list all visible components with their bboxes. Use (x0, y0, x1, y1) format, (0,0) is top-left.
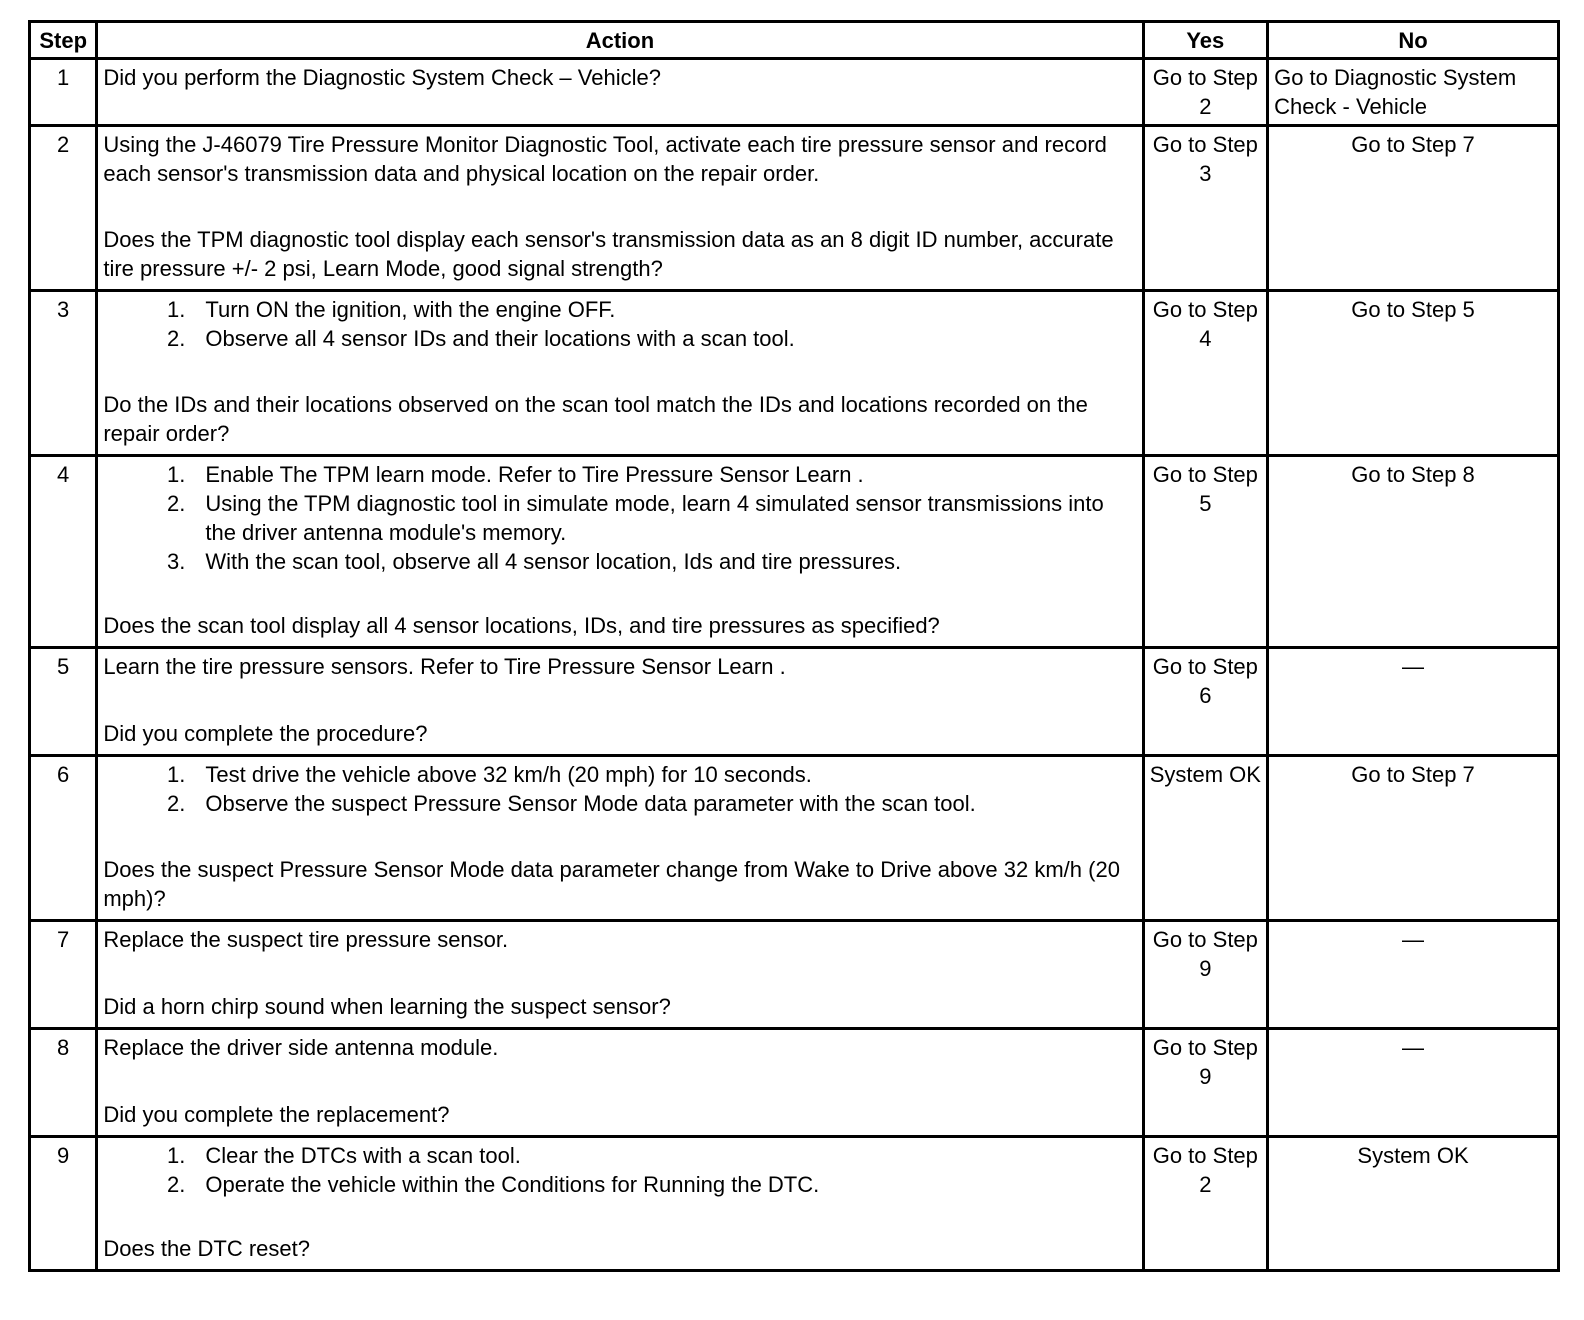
table-row (30, 291, 1559, 456)
table-row (30, 921, 1559, 1029)
yes-outcome: Go to Step 6 (1143, 648, 1268, 756)
action-cell (97, 126, 1143, 291)
header-yes: Yes (1143, 22, 1268, 59)
action-question: Did you complete the procedure? (103, 721, 428, 746)
list-item (103, 1141, 1136, 1170)
list-item-text: Clear the DTCs with a scan tool. (205, 1143, 521, 1168)
step-number: 9 (30, 1137, 97, 1271)
list-item-text: Using the TPM diagnostic tool in simulate mode, learn 4 simulated sensor transmissions into the driver antenna module's memory. (205, 491, 1104, 545)
step-number: 6 (30, 756, 97, 921)
header-no: No (1268, 22, 1559, 59)
list-item (103, 489, 1136, 547)
action-question: Does the scan tool display all 4 sensor locations, IDs, and tire pressures as specified? (103, 613, 940, 638)
action-question: Does the TPM diagnostic tool display each sensor's transmission data as an 8 digit ID number, accurate tire pressure +/- 2 psi, Learn Mode, good signal strength? (103, 227, 1114, 281)
step-number: 7 (30, 921, 97, 1029)
action-instruction: Using the J-46079 Tire Pressure Monitor Diagnostic Tool, activate each tire pressure sensor and record each sensor's transmission data and physical location on the repair order. (103, 132, 1107, 186)
action-instruction: Replace the suspect tire pressure sensor. (103, 927, 509, 952)
list-item-number: 1. (167, 1143, 186, 1168)
yes-outcome: System OK (1143, 756, 1268, 921)
list-item (103, 760, 1136, 789)
action-cell (97, 291, 1143, 456)
action-cell (97, 1137, 1143, 1271)
list-item (103, 1170, 1136, 1199)
action-step-list (103, 295, 1136, 353)
list-item-number: 2. (167, 326, 186, 351)
action-question: Does the suspect Pressure Sensor Mode data parameter change from Wake to Drive above 32 km/h (20 mph)? (103, 857, 1120, 911)
action-instruction: Did you perform the Diagnostic System Check – Vehicle? (103, 65, 661, 90)
no-outcome: System OK (1268, 1137, 1559, 1271)
no-outcome: Go to Diagnostic System Check - Vehicle (1268, 59, 1559, 126)
step-number: 5 (30, 648, 97, 756)
action-step-list (103, 460, 1136, 576)
list-item-text: Operate the vehicle within the Conditions for Running the DTC. (205, 1172, 820, 1197)
no-outcome: Go to Step 7 (1268, 126, 1559, 291)
list-item (103, 460, 1136, 489)
step-number: 3 (30, 291, 97, 456)
step-number: 2 (30, 126, 97, 291)
yes-outcome: Go to Step 3 (1143, 126, 1268, 291)
yes-outcome: Go to Step 5 (1143, 456, 1268, 648)
action-cell (97, 648, 1143, 756)
no-outcome: — (1268, 921, 1559, 1029)
list-item-text: Turn ON the ignition, with the engine OFF. (205, 297, 616, 322)
list-item (103, 324, 1136, 353)
no-outcome: Go to Step 8 (1268, 456, 1559, 648)
yes-outcome: Go to Step 9 (1143, 921, 1268, 1029)
no-outcome: — (1268, 648, 1559, 756)
list-item-number: 1. (167, 462, 186, 487)
list-item-text: With the scan tool, observe all 4 sensor location, Ids and tire pressures. (205, 549, 902, 574)
list-item-text: Observe the suspect Pressure Sensor Mode data parameter with the scan tool. (205, 791, 976, 816)
step-number: 8 (30, 1029, 97, 1137)
action-step-list (103, 1141, 1136, 1199)
no-outcome: — (1268, 1029, 1559, 1137)
table-row (30, 1137, 1559, 1271)
yes-outcome: Go to Step 2 (1143, 1137, 1268, 1271)
no-outcome: Go to Step 5 (1268, 291, 1559, 456)
list-item (103, 547, 1136, 576)
table-row (30, 648, 1559, 756)
list-item-text: Observe all 4 sensor IDs and their locations with a scan tool. (205, 326, 795, 351)
action-question: Did a horn chirp sound when learning the suspect sensor? (103, 994, 671, 1019)
step-number: 4 (30, 456, 97, 648)
table-body (30, 59, 1559, 1271)
step-number: 1 (30, 59, 97, 126)
yes-outcome: Go to Step 4 (1143, 291, 1268, 456)
list-item-number: 1. (167, 297, 186, 322)
action-cell (97, 921, 1143, 1029)
action-step-list (103, 760, 1136, 818)
no-outcome: Go to Step 7 (1268, 756, 1559, 921)
table-row (30, 456, 1559, 648)
yes-outcome: Go to Step 9 (1143, 1029, 1268, 1137)
list-item-number: 2. (167, 791, 186, 816)
header-row (30, 22, 1559, 59)
list-item (103, 295, 1136, 324)
action-cell (97, 1029, 1143, 1137)
table-row (30, 1029, 1559, 1137)
diagnostic-table (28, 20, 1560, 1272)
list-item-number: 2. (167, 1172, 186, 1197)
header-step: Step (30, 22, 97, 59)
header-action: Action (97, 22, 1143, 59)
list-item-text: Enable The TPM learn mode. Refer to Tire Pressure Sensor Learn . (205, 462, 864, 487)
list-item-number: 1. (167, 762, 186, 787)
table-row (30, 59, 1559, 126)
list-item-text: Test drive the vehicle above 32 km/h (20 mph) for 10 seconds. (205, 762, 812, 787)
list-item-number: 2. (167, 491, 186, 516)
table-row (30, 756, 1559, 921)
action-instruction: Learn the tire pressure sensors. Refer to Tire Pressure Sensor Learn . (103, 654, 786, 679)
table-row (30, 126, 1559, 291)
action-question: Do the IDs and their locations observed on the scan tool match the IDs and locations recorded on the repair order? (103, 392, 1088, 446)
list-item (103, 789, 1136, 818)
action-question: Does the DTC reset? (103, 1236, 310, 1261)
action-cell (97, 756, 1143, 921)
yes-outcome: Go to Step 2 (1143, 59, 1268, 126)
action-cell (97, 456, 1143, 648)
action-instruction: Replace the driver side antenna module. (103, 1035, 499, 1060)
action-question: Did you complete the replacement? (103, 1102, 450, 1127)
action-cell (97, 59, 1143, 126)
list-item-number: 3. (167, 549, 186, 574)
